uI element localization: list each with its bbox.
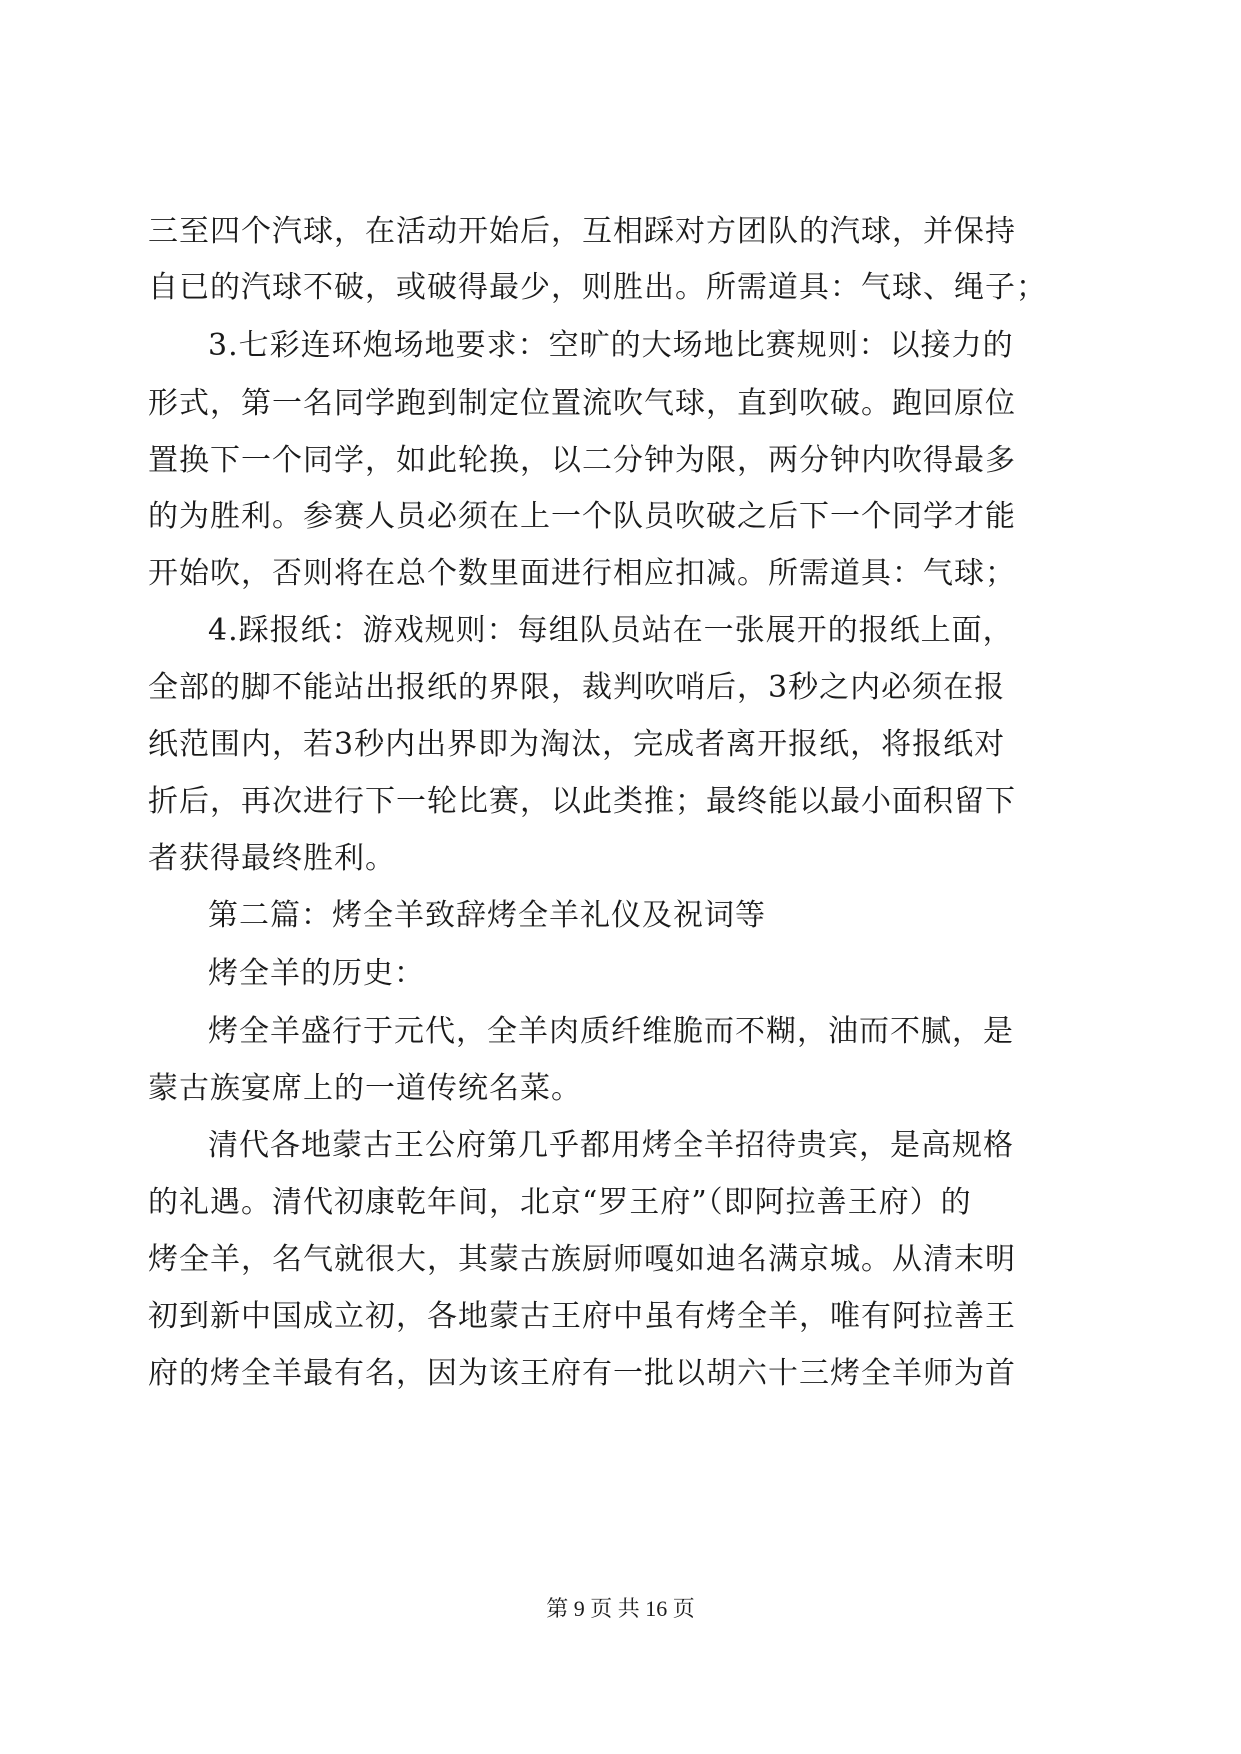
text-line: 者获得最终胜利。 xyxy=(148,841,396,876)
page-footer: 第 9 页 共 16 页 xyxy=(546,1596,695,1621)
text-line: 府的烤全羊最有名，因为该王府有一批以胡六十三烤全羊师为首 xyxy=(148,1356,1016,1391)
text-line: 置换下一个同学，如此轮换，以二分钟为限，两分钟内吹得最多 xyxy=(148,443,1016,478)
text-line: 全部的脚不能站出报纸的界限，裁判吹哨后，3秒之内必须在报 xyxy=(148,670,1006,705)
text-line: 烤全羊，名气就很大，其蒙古族厨师嘎如迪名满京城。从清末明 xyxy=(148,1242,1016,1277)
text-line: 烤全羊的历史： xyxy=(208,956,425,991)
text-line: 折后，再次进行下一轮比赛，以此类推；最终能以最小面积留下 xyxy=(148,784,1016,819)
text-line: 三至四个汽球，在活动开始后，互相踩对方团队的汽球，并保持 xyxy=(148,214,1016,249)
text-line: 形式，第一名同学跑到制定位置流吹气球，直到吹破。跑回原位 xyxy=(148,386,1016,421)
text-line: 的为胜利。参赛人员必须在上一个队员吹破之后下一个同学才能 xyxy=(148,499,1016,534)
text-line: 蒙古族宴席上的一道传统名菜。 xyxy=(148,1071,582,1106)
text-line: 的礼遇。清代初康乾年间，北京“罗王府”（即阿拉善王府）的 xyxy=(148,1185,972,1220)
text-line: 纸范围内，若3秒内出界即为淘汰，完成者离开报纸，将报纸对 xyxy=(148,727,1006,762)
section-heading: 第二篇：烤全羊致辞烤全羊礼仪及祝词等 xyxy=(208,898,766,933)
text-line: 3.七彩连环炮场地要求：空旷的大场地比赛规则：以接力的 xyxy=(208,328,1014,363)
text-line: 初到新中国成立初，各地蒙古王府中虽有烤全羊，唯有阿拉善王 xyxy=(148,1299,1016,1334)
text-line: 开始吹，否则将在总个数里面进行相应扣减。所需道具：气球； xyxy=(148,556,1016,591)
text-line: 烤全羊盛行于元代，全羊肉质纤维脆而不糊，油而不腻，是 xyxy=(208,1014,1014,1049)
text-line: 清代各地蒙古王公府第几乎都用烤全羊招待贵宾，是高规格 xyxy=(208,1128,1014,1163)
text-line: 自已的汽球不破，或破得最少，则胜出。所需道具：气球、绳子； xyxy=(148,270,1047,305)
text-line: 4.踩报纸：游戏规则：每组队员站在一张展开的报纸上面， xyxy=(208,613,1014,648)
